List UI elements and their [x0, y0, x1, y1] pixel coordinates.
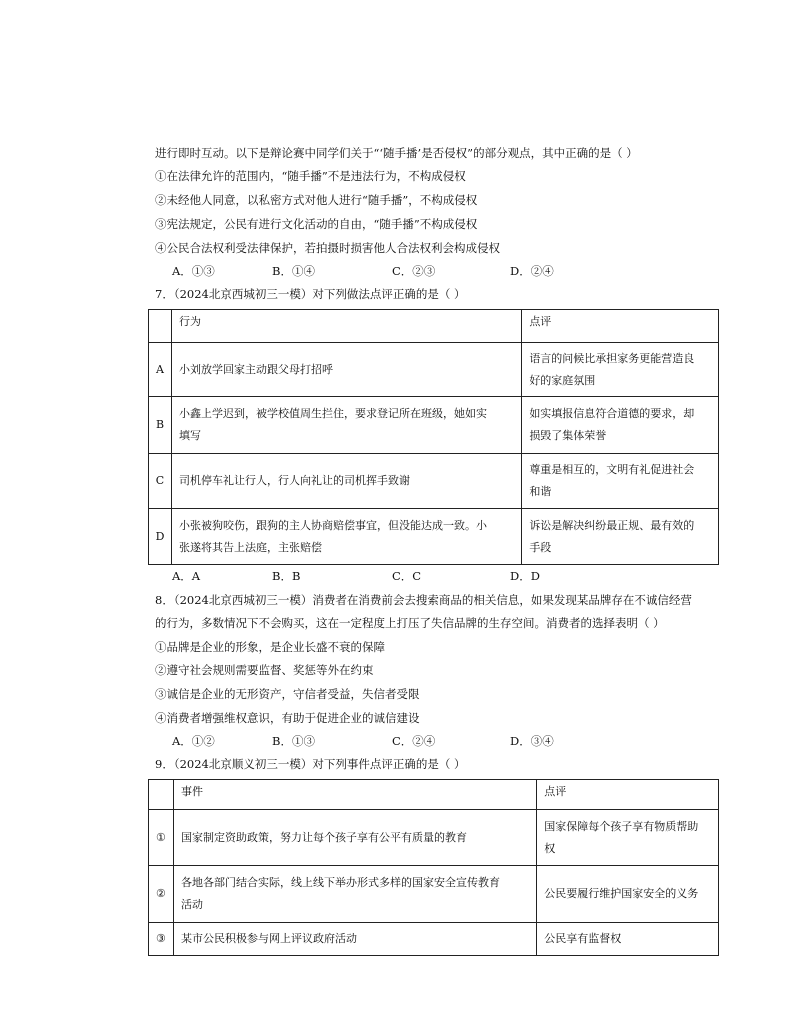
- row-comment-line: 诉讼是解决纠纷最正规、最有效的: [529, 518, 695, 532]
- q7-option-b: B．B: [272, 569, 301, 583]
- row-label: D: [149, 509, 172, 565]
- table-header-comment: 点评: [522, 310, 719, 343]
- row-action: [171, 343, 521, 397]
- row-event-line: 某市公民积极参与网上评议政府活动: [180, 932, 357, 945]
- row-comment: [522, 509, 719, 565]
- q6-statement-3: ③宪法规定，公民有进行文化活动的自由，“随手播”不构成侵权: [155, 217, 478, 231]
- row-action: [171, 397, 521, 454]
- table-row: [149, 923, 719, 956]
- q7-option-d: D．D: [510, 569, 540, 583]
- q8-option-d: D．③④: [510, 734, 554, 748]
- row-label: A: [149, 343, 172, 397]
- table-row: [149, 343, 719, 397]
- row-event: [173, 810, 536, 866]
- row-comment-line: 手段: [529, 540, 552, 554]
- row-action-line: 小张被狗咬伤，跟狗的主人协商赔偿事宜，但没能达成一致。小: [178, 518, 487, 532]
- q7-option-c: C．C: [392, 569, 422, 583]
- table-row: [149, 397, 719, 454]
- row-comment-line: 公民要履行维护国家安全的义务: [544, 887, 699, 900]
- row-action-line: 张遂将其告上法庭，主张赔偿: [178, 540, 322, 554]
- row-comment-line: 语言的问候比承担家务更能营造良: [529, 351, 695, 365]
- row-label: ①: [149, 810, 174, 866]
- row-action: [171, 509, 521, 565]
- q6-stem: 进行即时互动。以下是辩论赛中同学们关于“‘随手播’是否侵权”的部分观点，其中正确的是（ ）: [155, 146, 638, 160]
- row-comment-line: 损毁了集体荣誉: [529, 429, 607, 442]
- row-label: C: [149, 454, 172, 509]
- q8-statement-4: ④消费者增强维权意识，有助于促进企业的诚信建设: [155, 711, 420, 725]
- q8-stem-line-2: 的行为，多数情况下不会购买，这在一定程度上打压了失信品牌的生存空间。消费者的选择表明（ ）: [155, 616, 665, 630]
- row-comment: [522, 454, 719, 509]
- q8-statement-3: ③诚信是企业的无形资产，守信者受益，失信者受限: [155, 687, 420, 701]
- table-row: [149, 454, 719, 509]
- row-event: [173, 866, 536, 923]
- table-header-blank: [149, 780, 174, 810]
- row-comment: [537, 923, 719, 956]
- row-comment-line: 公民享有监督权: [544, 932, 622, 945]
- row-comment: [522, 343, 719, 397]
- row-event-line: 活动: [180, 898, 203, 911]
- q8-statement-2: ②遵守社会规则需要监督、奖惩等外在约束: [155, 663, 374, 677]
- table-header-row: [149, 780, 719, 810]
- table-row: [149, 509, 719, 565]
- q8-option-b: B．①③: [272, 734, 315, 748]
- q6-option-d: D．②④: [510, 264, 554, 278]
- row-comment: [537, 866, 719, 923]
- q9-table: [148, 779, 719, 956]
- row-event-line: 国家制定资助政策，努力让每个孩子享有公平有质量的教育: [180, 830, 467, 844]
- table-header-event: 事件: [173, 780, 536, 810]
- row-comment: [537, 810, 719, 866]
- q6-option-a: A．①③: [172, 264, 215, 278]
- q9-stem: 9．（2024北京顺义初三一模）对下列事件点评正确的是（ ）: [155, 757, 466, 771]
- row-comment-line: 尊重是相互的，文明有礼促进社会: [529, 463, 695, 476]
- row-comment-line: 权: [544, 841, 556, 855]
- table-header-row: [149, 310, 719, 343]
- q8-option-a: A．①②: [172, 734, 215, 748]
- row-action-line: 小鑫上学迟到，被学校值周生拦住，要求登记所在班级，她如实: [178, 407, 487, 420]
- row-comment-line: 和谐: [529, 485, 552, 498]
- table-header-comment: 点评: [537, 780, 719, 810]
- q6-statement-2: ②未经他人同意，以私密方式对他人进行“随手播”，不构成侵权: [155, 193, 478, 207]
- row-comment-line: 好的家庭氛围: [529, 373, 596, 387]
- row-comment-line: 如实填报信息符合道德的要求，却: [529, 407, 695, 420]
- q8-statement-1: ①品牌是企业的形象，是企业长盛不衰的保障: [155, 640, 385, 654]
- q7-stem: 7．（2024北京西城初三一模）对下列做法点评正确的是（ ）: [155, 287, 466, 301]
- row-event-line: 各地各部门结合实际，线上线下举办形式多样的国家安全宣传教育: [180, 876, 500, 889]
- q8-stem-line-1: 8．（2024北京西城初三一模）消费者在消费前会去搜索商品的相关信息，如果发现某品牌存在不诚信经营: [155, 593, 692, 607]
- row-label: B: [149, 397, 172, 454]
- row-label: ③: [149, 923, 174, 956]
- row-comment: [522, 397, 719, 454]
- row-comment-line: 国家保障每个孩子享有物质帮助: [544, 819, 699, 833]
- table-header-action: 行为: [171, 310, 521, 343]
- row-action: [171, 454, 521, 509]
- q7-option-a: A．A: [172, 569, 201, 583]
- row-label: ②: [149, 866, 174, 923]
- row-action-line: 司机停车礼让行人，行人向礼让的司机挥手致谢: [178, 474, 410, 487]
- table-row: [149, 866, 719, 923]
- q8-option-c: C．②④: [392, 734, 436, 748]
- row-action-line: 小刘放学回家主动跟父母打招呼: [178, 362, 333, 376]
- row-action-line: 填写: [178, 429, 201, 442]
- table-row: [149, 810, 719, 866]
- q6-option-c: C．②③: [392, 264, 436, 278]
- q6-statement-4: ④公民合法权利受法律保护，若拍摄时损害他人合法权利会构成侵权: [155, 241, 500, 255]
- q6-statement-1: ①在法律允许的范围内，“随手播”不是违法行为，不构成侵权: [155, 169, 466, 183]
- q7-table: [148, 309, 719, 565]
- q6-option-b: B．①④: [272, 264, 315, 278]
- row-event: [173, 923, 536, 956]
- table-header-blank: [149, 310, 172, 343]
